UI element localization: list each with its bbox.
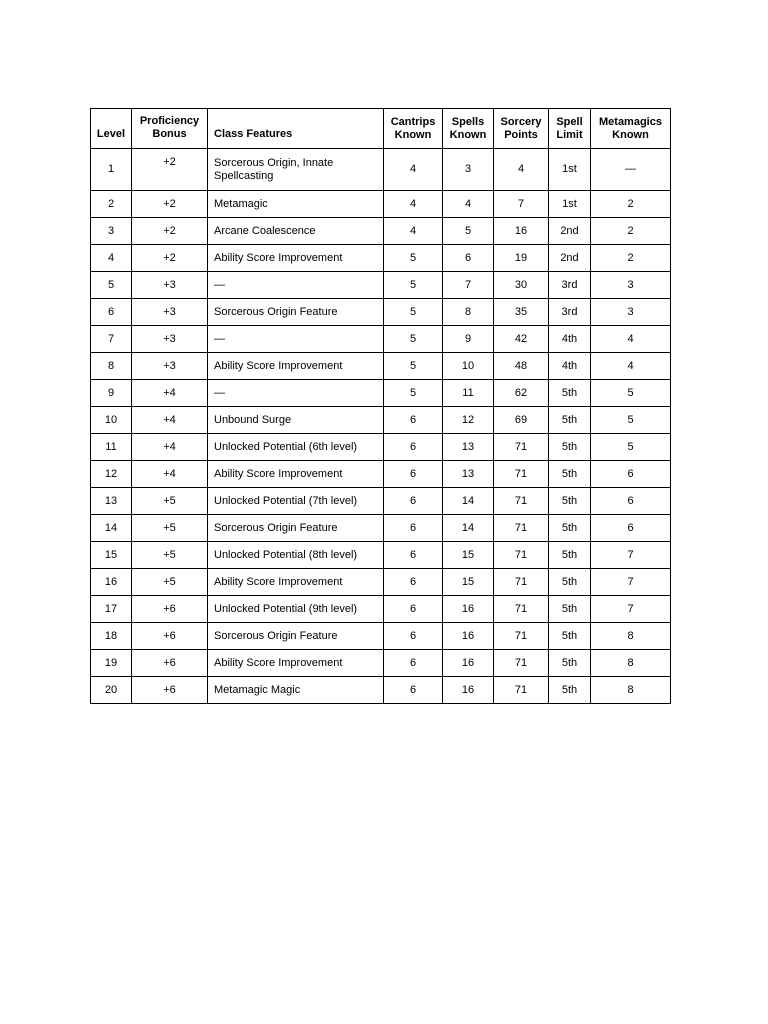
cell-level: 11 <box>91 434 132 461</box>
cell-sorcery-points: 48 <box>494 353 549 380</box>
cell-level: 2 <box>91 191 132 218</box>
cell-spells-known: 3 <box>443 149 494 191</box>
cell-metamagics-known: 7 <box>591 596 671 623</box>
table-row <box>91 218 671 245</box>
cell-cantrips-known: 5 <box>384 326 443 353</box>
cell-class-features: Unbound Surge <box>208 407 384 434</box>
cell-metamagics-known: 6 <box>591 461 671 488</box>
cell-level: 14 <box>91 515 132 542</box>
cell-spell-limit: 5th <box>549 542 591 569</box>
cell-cantrips-known: 6 <box>384 542 443 569</box>
cell-cantrips-known: 5 <box>384 380 443 407</box>
table-row <box>91 407 671 434</box>
cell-proficiency-bonus: +6 <box>132 596 208 623</box>
cell-class-features: Ability Score Improvement <box>208 650 384 677</box>
cell-cantrips-known: 4 <box>384 218 443 245</box>
table-row <box>91 623 671 650</box>
cell-level: 5 <box>91 272 132 299</box>
header-spell-limit: Spell Limit <box>549 109 591 149</box>
cell-metamagics-known: 5 <box>591 380 671 407</box>
table-row <box>91 299 671 326</box>
header-sorcery-points: Sorcery Points <box>494 109 549 149</box>
cell-proficiency-bonus: +3 <box>132 299 208 326</box>
cell-sorcery-points: 4 <box>494 149 549 191</box>
table-body <box>91 149 671 704</box>
cell-cantrips-known: 6 <box>384 569 443 596</box>
cell-spell-limit: 4th <box>549 326 591 353</box>
cell-metamagics-known: 8 <box>591 677 671 704</box>
table-row <box>91 245 671 272</box>
cell-class-features: Ability Score Improvement <box>208 353 384 380</box>
table-row <box>91 191 671 218</box>
cell-spells-known: 11 <box>443 380 494 407</box>
header-proficiency-bonus: Proficiency Bonus <box>132 109 208 149</box>
table-row <box>91 380 671 407</box>
cell-sorcery-points: 7 <box>494 191 549 218</box>
table-row <box>91 353 671 380</box>
cell-level: 3 <box>91 218 132 245</box>
cell-class-features: Ability Score Improvement <box>208 461 384 488</box>
cell-class-features: Metamagic <box>208 191 384 218</box>
cell-proficiency-bonus: +4 <box>132 434 208 461</box>
table-header <box>91 109 671 149</box>
cell-cantrips-known: 6 <box>384 515 443 542</box>
cell-cantrips-known: 5 <box>384 299 443 326</box>
cell-spells-known: 14 <box>443 515 494 542</box>
cell-level: 10 <box>91 407 132 434</box>
cell-metamagics-known: 4 <box>591 353 671 380</box>
cell-metamagics-known: 5 <box>591 434 671 461</box>
cell-spell-limit: 5th <box>549 677 591 704</box>
cell-level: 15 <box>91 542 132 569</box>
cell-class-features: Ability Score Improvement <box>208 569 384 596</box>
cell-spell-limit: 5th <box>549 596 591 623</box>
cell-proficiency-bonus: +3 <box>132 272 208 299</box>
cell-sorcery-points: 71 <box>494 434 549 461</box>
cell-class-features: Sorcerous Origin Feature <box>208 515 384 542</box>
cell-metamagics-known: — <box>591 149 671 191</box>
cell-cantrips-known: 6 <box>384 623 443 650</box>
cell-proficiency-bonus: +2 <box>132 191 208 218</box>
cell-class-features: Unlocked Potential (7th level) <box>208 488 384 515</box>
cell-sorcery-points: 71 <box>494 488 549 515</box>
cell-sorcery-points: 16 <box>494 218 549 245</box>
table-row <box>91 461 671 488</box>
cell-cantrips-known: 6 <box>384 434 443 461</box>
cell-proficiency-bonus: +5 <box>132 515 208 542</box>
cell-spell-limit: 2nd <box>549 245 591 272</box>
cell-proficiency-bonus: +6 <box>132 677 208 704</box>
cell-class-features: Unlocked Potential (6th level) <box>208 434 384 461</box>
cell-cantrips-known: 6 <box>384 596 443 623</box>
cell-metamagics-known: 7 <box>591 542 671 569</box>
cell-spells-known: 12 <box>443 407 494 434</box>
header-metamagics-known: Metamagics Known <box>591 109 671 149</box>
header-level: Level <box>91 109 132 149</box>
table-row <box>91 650 671 677</box>
cell-spells-known: 16 <box>443 596 494 623</box>
cell-spell-limit: 5th <box>549 650 591 677</box>
table-row <box>91 677 671 704</box>
cell-metamagics-known: 2 <box>591 218 671 245</box>
cell-proficiency-bonus: +5 <box>132 569 208 596</box>
cell-spells-known: 16 <box>443 650 494 677</box>
cell-metamagics-known: 3 <box>591 272 671 299</box>
cell-spell-limit: 5th <box>549 461 591 488</box>
table-row <box>91 326 671 353</box>
cell-spell-limit: 5th <box>549 488 591 515</box>
table-row <box>91 515 671 542</box>
cell-spells-known: 14 <box>443 488 494 515</box>
cell-spell-limit: 1st <box>549 149 591 191</box>
cell-sorcery-points: 69 <box>494 407 549 434</box>
cell-spells-known: 4 <box>443 191 494 218</box>
cell-level: 18 <box>91 623 132 650</box>
cell-metamagics-known: 6 <box>591 515 671 542</box>
cell-sorcery-points: 42 <box>494 326 549 353</box>
cell-spells-known: 8 <box>443 299 494 326</box>
cell-sorcery-points: 71 <box>494 542 549 569</box>
cell-metamagics-known: 2 <box>591 245 671 272</box>
cell-cantrips-known: 5 <box>384 245 443 272</box>
table-row <box>91 149 671 191</box>
cell-level: 7 <box>91 326 132 353</box>
cell-cantrips-known: 5 <box>384 272 443 299</box>
cell-spell-limit: 5th <box>549 569 591 596</box>
cell-class-features: Sorcerous Origin, Innate Spellcasting <box>208 149 384 191</box>
cell-sorcery-points: 19 <box>494 245 549 272</box>
cell-sorcery-points: 71 <box>494 677 549 704</box>
cell-spell-limit: 5th <box>549 434 591 461</box>
cell-metamagics-known: 2 <box>591 191 671 218</box>
cell-spells-known: 16 <box>443 623 494 650</box>
cell-sorcery-points: 30 <box>494 272 549 299</box>
cell-class-features: Unlocked Potential (8th level) <box>208 542 384 569</box>
cell-sorcery-points: 35 <box>494 299 549 326</box>
cell-sorcery-points: 71 <box>494 461 549 488</box>
table-row <box>91 542 671 569</box>
cell-proficiency-bonus: +4 <box>132 461 208 488</box>
cell-level: 6 <box>91 299 132 326</box>
cell-spell-limit: 5th <box>549 515 591 542</box>
header-spells-known: Spells Known <box>443 109 494 149</box>
cell-class-features: Metamagic Magic <box>208 677 384 704</box>
cell-cantrips-known: 6 <box>384 650 443 677</box>
cell-metamagics-known: 5 <box>591 407 671 434</box>
header-cantrips-known: Cantrips Known <box>384 109 443 149</box>
cell-spells-known: 13 <box>443 461 494 488</box>
cell-cantrips-known: 4 <box>384 149 443 191</box>
header-row <box>91 109 671 149</box>
cell-spell-limit: 4th <box>549 353 591 380</box>
cell-metamagics-known: 6 <box>591 488 671 515</box>
cell-proficiency-bonus: +2 <box>132 218 208 245</box>
cell-level: 12 <box>91 461 132 488</box>
cell-sorcery-points: 62 <box>494 380 549 407</box>
cell-proficiency-bonus: +2 <box>132 149 208 191</box>
table-row <box>91 488 671 515</box>
cell-proficiency-bonus: +5 <box>132 542 208 569</box>
cell-spells-known: 5 <box>443 218 494 245</box>
cell-spells-known: 9 <box>443 326 494 353</box>
cell-level: 17 <box>91 596 132 623</box>
header-class-features: Class Features <box>208 109 384 149</box>
cell-metamagics-known: 3 <box>591 299 671 326</box>
cell-sorcery-points: 71 <box>494 650 549 677</box>
cell-proficiency-bonus: +3 <box>132 353 208 380</box>
cell-cantrips-known: 4 <box>384 191 443 218</box>
class-progression-table <box>90 108 671 704</box>
cell-proficiency-bonus: +6 <box>132 650 208 677</box>
cell-spells-known: 15 <box>443 569 494 596</box>
cell-proficiency-bonus: +5 <box>132 488 208 515</box>
cell-spell-limit: 3rd <box>549 272 591 299</box>
cell-proficiency-bonus: +3 <box>132 326 208 353</box>
cell-level: 8 <box>91 353 132 380</box>
table-row <box>91 569 671 596</box>
cell-metamagics-known: 8 <box>591 623 671 650</box>
cell-spells-known: 15 <box>443 542 494 569</box>
table-row <box>91 434 671 461</box>
table-row <box>91 272 671 299</box>
cell-spell-limit: 2nd <box>549 218 591 245</box>
cell-spells-known: 7 <box>443 272 494 299</box>
cell-spell-limit: 5th <box>549 407 591 434</box>
cell-spells-known: 10 <box>443 353 494 380</box>
cell-spells-known: 16 <box>443 677 494 704</box>
cell-spells-known: 6 <box>443 245 494 272</box>
cell-sorcery-points: 71 <box>494 515 549 542</box>
cell-class-features: Unlocked Potential (9th level) <box>208 596 384 623</box>
cell-cantrips-known: 6 <box>384 461 443 488</box>
cell-cantrips-known: 6 <box>384 407 443 434</box>
cell-level: 1 <box>91 149 132 191</box>
cell-class-features: — <box>208 326 384 353</box>
cell-level: 9 <box>91 380 132 407</box>
cell-class-features: Sorcerous Origin Feature <box>208 623 384 650</box>
cell-proficiency-bonus: +2 <box>132 245 208 272</box>
table-row <box>91 596 671 623</box>
cell-sorcery-points: 71 <box>494 623 549 650</box>
cell-metamagics-known: 8 <box>591 650 671 677</box>
cell-class-features: — <box>208 272 384 299</box>
cell-metamagics-known: 4 <box>591 326 671 353</box>
cell-sorcery-points: 71 <box>494 596 549 623</box>
cell-level: 13 <box>91 488 132 515</box>
cell-sorcery-points: 71 <box>494 569 549 596</box>
cell-proficiency-bonus: +6 <box>132 623 208 650</box>
cell-metamagics-known: 7 <box>591 569 671 596</box>
cell-spell-limit: 1st <box>549 191 591 218</box>
cell-level: 16 <box>91 569 132 596</box>
cell-class-features: Ability Score Improvement <box>208 245 384 272</box>
cell-cantrips-known: 6 <box>384 488 443 515</box>
cell-level: 19 <box>91 650 132 677</box>
cell-spells-known: 13 <box>443 434 494 461</box>
cell-spell-limit: 3rd <box>549 299 591 326</box>
cell-proficiency-bonus: +4 <box>132 380 208 407</box>
cell-cantrips-known: 5 <box>384 353 443 380</box>
cell-level: 4 <box>91 245 132 272</box>
cell-spell-limit: 5th <box>549 623 591 650</box>
cell-proficiency-bonus: +4 <box>132 407 208 434</box>
cell-class-features: Arcane Coalescence <box>208 218 384 245</box>
cell-class-features: Sorcerous Origin Feature <box>208 299 384 326</box>
cell-level: 20 <box>91 677 132 704</box>
cell-cantrips-known: 6 <box>384 677 443 704</box>
cell-class-features: — <box>208 380 384 407</box>
cell-spell-limit: 5th <box>549 380 591 407</box>
